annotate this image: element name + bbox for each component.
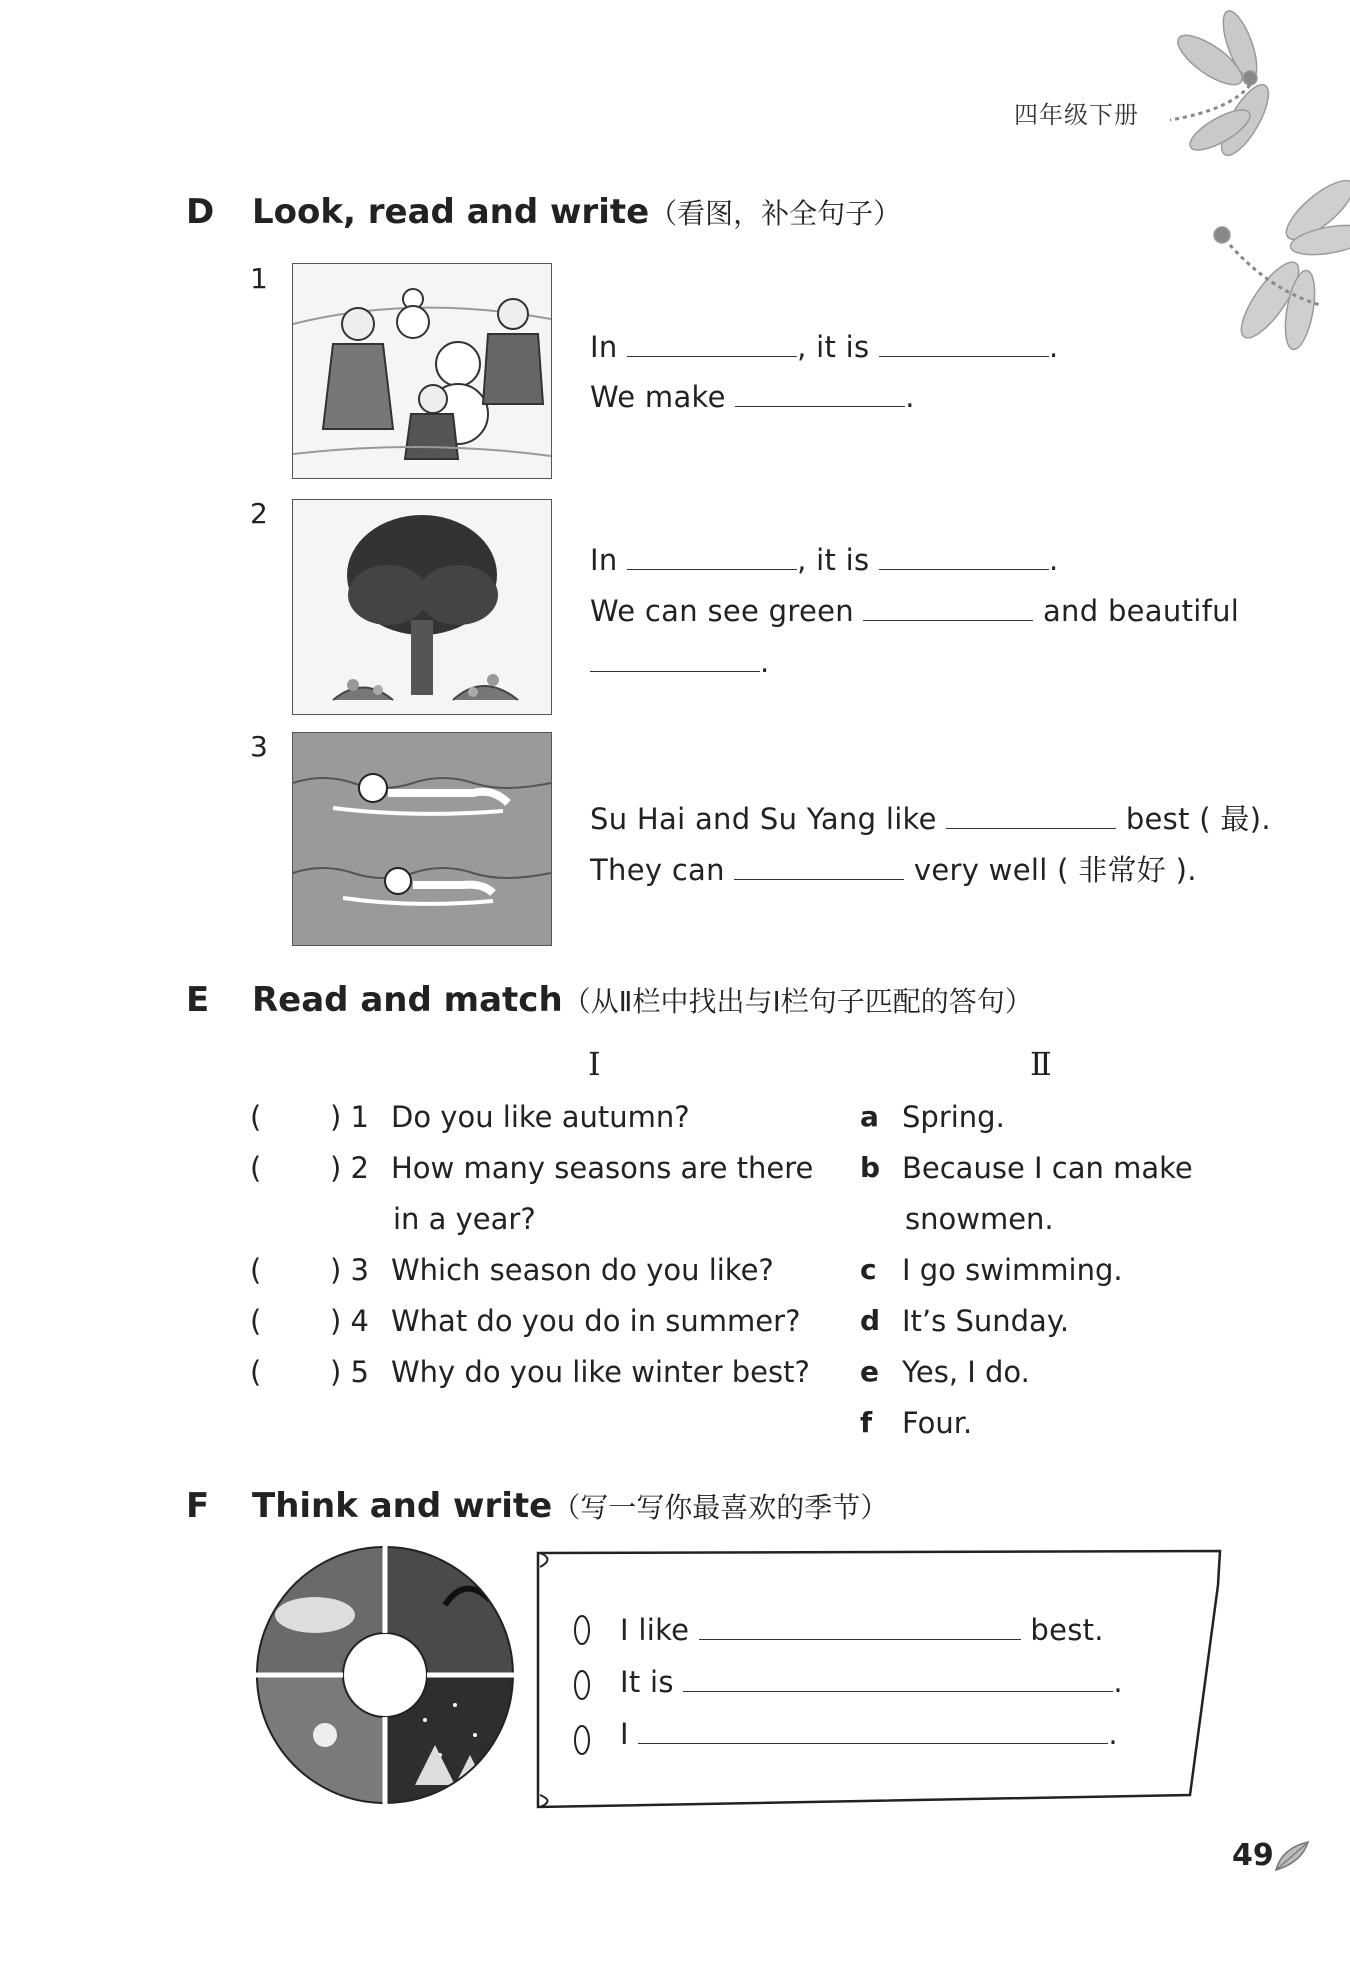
f-text-best: best. xyxy=(1030,1613,1104,1647)
question-2-number: ) 2 xyxy=(330,1151,369,1185)
f-text-i-like: I like xyxy=(620,1613,690,1647)
item-1-period: . xyxy=(1048,330,1059,364)
grade-label: 四年级下册 xyxy=(1014,101,1139,129)
f-period-2: . xyxy=(1113,1665,1123,1699)
section-f-letter: F xyxy=(186,1486,210,1526)
item-1-weather-blank[interactable] xyxy=(879,330,1049,357)
item-2-line-3 xyxy=(590,645,770,679)
seasons-wheel-image xyxy=(255,1545,515,1805)
answer-e-text: Yes, I do. xyxy=(902,1355,1030,1389)
question-2-text: How many seasons are there xyxy=(391,1151,814,1185)
item-2-beautiful-blank[interactable] xyxy=(590,645,760,672)
item-2-text-it-is: , it is xyxy=(797,543,870,577)
section-e-title-cn: （从Ⅱ栏中找出与Ⅰ栏句子匹配的答句） xyxy=(562,985,1033,1018)
f-it-is-blank[interactable] xyxy=(683,1665,1113,1692)
answer-d-letter: d xyxy=(860,1304,881,1337)
question-4-text: What do you do in summer? xyxy=(391,1304,801,1338)
question-5-text: Why do you like winter best? xyxy=(391,1355,810,1389)
item-3-like-blank[interactable] xyxy=(946,802,1116,829)
answer-a-letter: a xyxy=(860,1100,879,1133)
column-1-header: Ⅰ xyxy=(588,1045,601,1083)
item-2-weather-blank[interactable] xyxy=(879,543,1049,570)
item-3-text-very-well: very well ( 非常好 ). xyxy=(913,853,1197,887)
f-period-3: . xyxy=(1108,1717,1118,1751)
question-1-text: Do you like autumn? xyxy=(391,1100,690,1134)
question-1-number: ) 1 xyxy=(330,1100,369,1134)
item-2-text-green: We can see green xyxy=(590,594,854,628)
question-5-number: ) 5 xyxy=(330,1355,369,1389)
item-1-text-in: In xyxy=(590,330,618,364)
question-2-paren-open[interactable]: ( xyxy=(250,1151,262,1185)
f-line-2 xyxy=(620,1665,1123,1699)
item-3-can-blank[interactable] xyxy=(734,853,904,880)
section-e-letter: E xyxy=(186,980,210,1020)
item-3-text-they-can: They can xyxy=(590,853,725,887)
answer-b-text-line-2: snowmen. xyxy=(905,1202,1054,1236)
answer-f-text: Four. xyxy=(902,1406,973,1440)
item-1-season-blank[interactable] xyxy=(627,330,797,357)
item-1-period-2: . xyxy=(905,380,915,414)
item-1-make-blank[interactable] xyxy=(735,380,905,407)
question-5-paren-open[interactable]: ( xyxy=(250,1355,262,1389)
item-2-text-in: In xyxy=(590,543,618,577)
question-4-number: ) 4 xyxy=(330,1304,369,1338)
question-1-paren-open[interactable]: ( xyxy=(250,1100,262,1134)
f-line-3 xyxy=(620,1717,1118,1751)
answer-d-text: It’s Sunday. xyxy=(902,1304,1070,1338)
dragonfly-top-icon xyxy=(1170,10,1277,162)
item-1-text-it-is: , it is xyxy=(797,330,870,364)
section-f-title-en: Think and write xyxy=(252,1486,553,1526)
leaf-icon xyxy=(1272,1838,1312,1874)
item-2-line-1 xyxy=(590,543,1059,577)
section-d-letter: D xyxy=(186,192,215,232)
section-e-title-en: Read and match xyxy=(252,980,563,1020)
f-like-blank[interactable] xyxy=(699,1613,1021,1640)
item-2-season-blank[interactable] xyxy=(627,543,797,570)
dragonfly-decoration xyxy=(1150,10,1350,350)
answer-a-text: Spring. xyxy=(902,1100,1005,1134)
spring-tree-image xyxy=(292,499,552,715)
item-3-line-1 xyxy=(590,797,1271,838)
question-3-paren-open[interactable]: ( xyxy=(250,1253,262,1287)
item-2-text-beautiful: and beautiful xyxy=(1042,594,1240,628)
page-number: 49 xyxy=(1232,1838,1274,1873)
f-text-i: I xyxy=(620,1717,629,1751)
item-3-number: 3 xyxy=(250,730,268,763)
item-1-line-1 xyxy=(590,330,1059,364)
section-e-title xyxy=(252,980,1033,1020)
item-2-green-blank[interactable] xyxy=(863,594,1033,621)
item-3-line-2 xyxy=(590,848,1197,889)
item-3-text-best: best ( 最). xyxy=(1125,802,1271,836)
question-2-text-line-2: in a year? xyxy=(393,1202,536,1236)
question-4-paren-open[interactable]: ( xyxy=(250,1304,262,1338)
item-1-line-2 xyxy=(590,380,915,414)
answer-b-letter: b xyxy=(860,1151,881,1184)
summer-swimming-image xyxy=(292,732,552,946)
answer-f-letter: f xyxy=(860,1406,873,1439)
column-2-header: Ⅱ xyxy=(1030,1045,1052,1083)
section-f-title-cn: （写一写你最喜欢的季节） xyxy=(552,1491,889,1524)
dragonfly-bottom-icon xyxy=(1214,172,1350,350)
section-d-title-cn: （看图，补全句子） xyxy=(649,197,902,230)
question-3-number: ) 3 xyxy=(330,1253,369,1287)
section-d-title xyxy=(252,192,901,232)
section-f-title xyxy=(252,1486,888,1526)
f-text-it-is: It is xyxy=(620,1665,674,1699)
item-2-period-3: . xyxy=(760,645,770,679)
answer-c-letter: c xyxy=(860,1253,877,1286)
answer-c-text: I go swimming. xyxy=(902,1253,1123,1287)
ring-holes xyxy=(575,1616,589,1754)
item-2-number: 2 xyxy=(250,497,268,530)
f-line-1 xyxy=(620,1613,1104,1647)
item-1-text-we-make: We make xyxy=(590,380,726,414)
question-3-text: Which season do you like? xyxy=(391,1253,774,1287)
answer-b-text: Because I can make xyxy=(902,1151,1193,1185)
item-1-number: 1 xyxy=(250,262,268,295)
f-i-blank[interactable] xyxy=(638,1717,1108,1744)
item-2-period: . xyxy=(1048,543,1059,577)
section-d-title-en: Look, read and write xyxy=(252,192,650,232)
item-3-text-like: Su Hai and Su Yang like xyxy=(590,802,937,836)
winter-snowman-image xyxy=(292,263,552,479)
item-2-line-2 xyxy=(590,594,1239,628)
answer-e-letter: e xyxy=(860,1355,879,1388)
